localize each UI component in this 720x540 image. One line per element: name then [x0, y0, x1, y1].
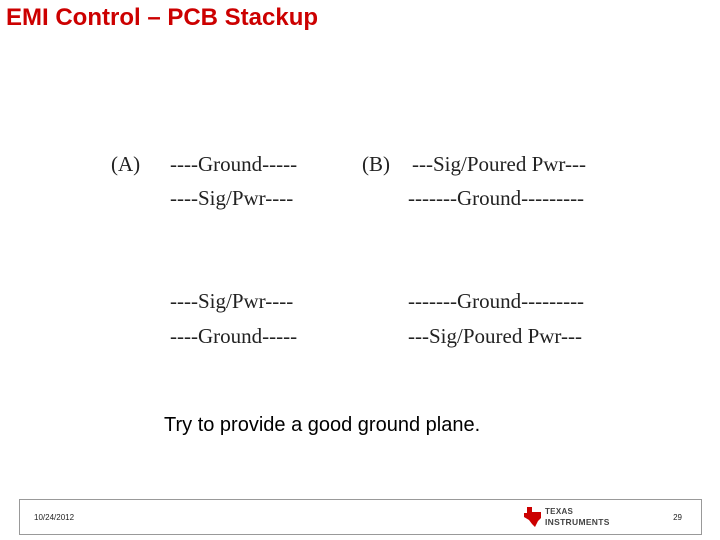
logo-text-line2: INSTRUMENTS [545, 517, 610, 527]
stackup-b-layer-1: ---Sig/Poured Pwr--- [412, 152, 586, 176]
slide-title: EMI Control – PCB Stackup [6, 4, 319, 31]
texas-instruments-logo [523, 506, 623, 530]
caption-text: Try to provide a good ground plane. [164, 414, 481, 436]
stackup-b-layer-4: ---Sig/Poured Pwr--- [408, 324, 582, 348]
footer-date: 10/24/2012 [34, 513, 75, 522]
stackup-a-layer-4: ----Ground----- [170, 324, 298, 348]
slide-footer [19, 499, 702, 535]
stackup-a-layer-3: ----Sig/Pwr---- [170, 289, 294, 313]
page-number: 29 [673, 513, 682, 522]
texas-state-icon [523, 506, 543, 528]
stackup-b-label: (B) [362, 152, 390, 176]
stackup-b-layer-3: -------Ground--------- [408, 289, 585, 313]
stackup-a-label: (A) [111, 152, 141, 176]
stackup-a-layer-1: ----Ground----- [170, 152, 298, 176]
logo-text-line1: TEXAS [545, 507, 574, 516]
stackup-b-layer-2: -------Ground--------- [408, 186, 585, 210]
stackup-a-layer-2: ----Sig/Pwr---- [170, 186, 294, 210]
